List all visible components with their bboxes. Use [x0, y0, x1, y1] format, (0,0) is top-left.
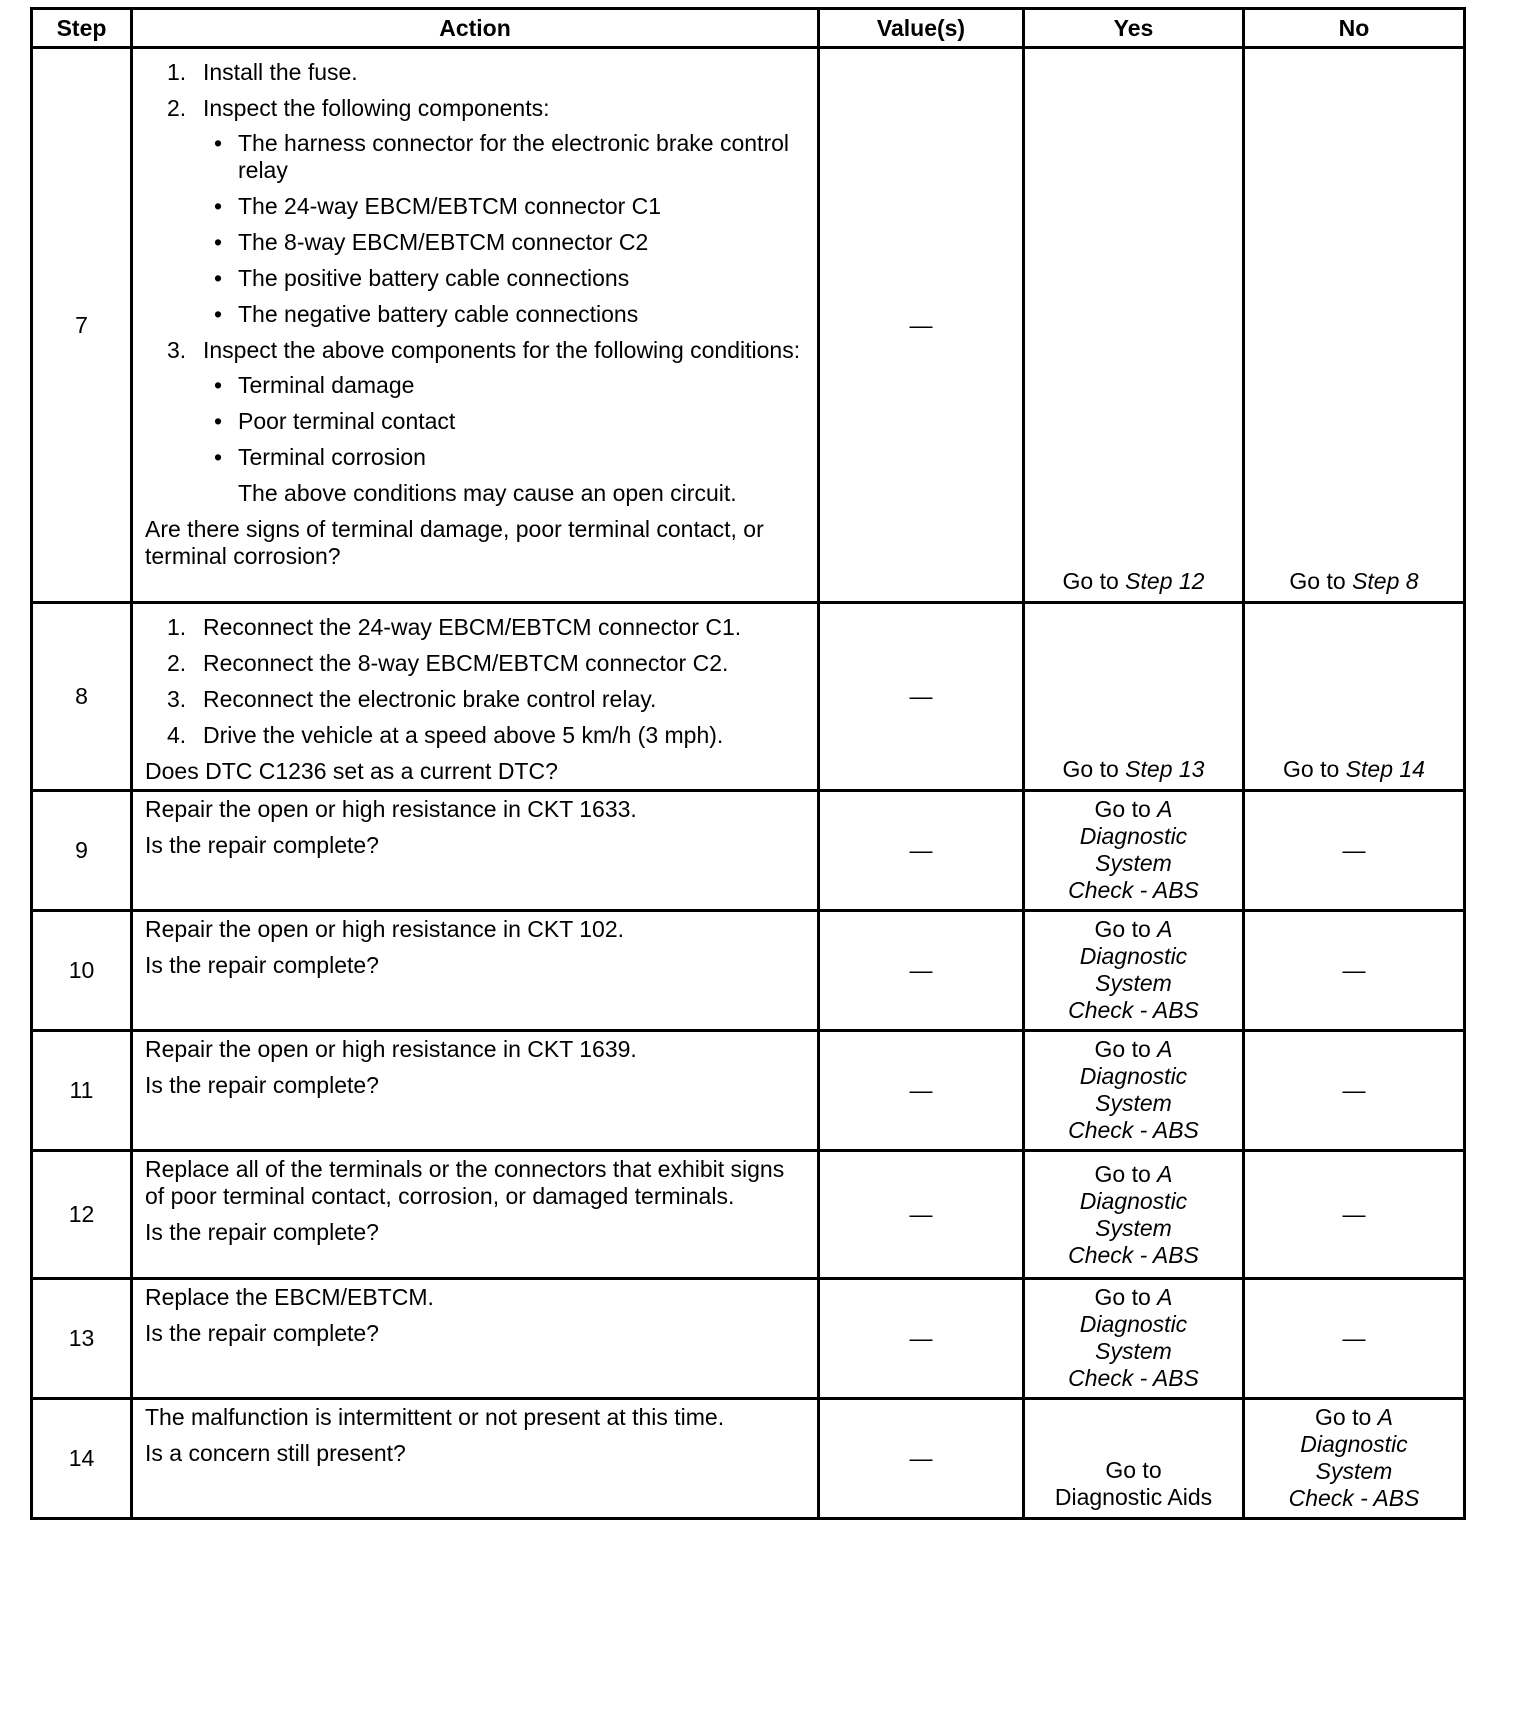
yes-cell: Go to Step 13	[1024, 603, 1244, 791]
table-row-step-13	[32, 1279, 1465, 1399]
yes-cell[interactable]: Go to A Diagnostic System Check - ABS	[1024, 791, 1244, 911]
table-row-step-9	[32, 791, 1465, 911]
action-cell	[132, 1031, 819, 1151]
action-cell	[132, 1151, 819, 1279]
bullet-item: • The 8-way EBCM/EBTCM connector C2	[214, 229, 649, 255]
question-text: Are there signs of terminal damage, poor terminal contact, or terminal corrosion?	[145, 516, 764, 569]
table-row-step-7	[32, 48, 1465, 603]
header-values: Value(s)	[819, 9, 1024, 48]
step-number: 7	[32, 48, 132, 603]
step-number: 8	[32, 603, 132, 791]
value-cell: —	[819, 911, 1024, 1031]
list-item: 1. Reconnect the 24-way EBCM/EBTCM connector C1.	[167, 614, 742, 640]
question-text: Is the repair complete?	[145, 1219, 379, 1245]
no-target-link[interactable]: Step 14	[1345, 756, 1425, 782]
step-number: 11	[32, 1031, 132, 1151]
yes-target-link[interactable]: Step 12	[1125, 568, 1205, 594]
action-text: Replace the EBCM/EBTCM.	[145, 1284, 434, 1310]
list-item: 1. Install the fuse.	[167, 59, 358, 85]
action-cell	[132, 48, 819, 603]
table-row-step-10	[32, 911, 1465, 1031]
step-number: 12	[32, 1151, 132, 1279]
yes-cell: Go to Step 12	[1024, 48, 1244, 603]
action-cell	[132, 1399, 819, 1519]
value-cell: —	[819, 1279, 1024, 1399]
action-text: Repair the open or high resistance in CKT 102.	[145, 916, 625, 942]
value-cell: —	[819, 1031, 1024, 1151]
value-cell: —	[819, 603, 1024, 791]
step-number: 9	[32, 791, 132, 911]
item-text: Install the fuse.	[203, 59, 358, 85]
value-cell: —	[819, 1399, 1024, 1519]
action-text: Repair the open or high resistance in CKT 1639.	[145, 1036, 637, 1062]
yes-cell[interactable]: Go to A Diagnostic System Check - ABS	[1024, 1279, 1244, 1399]
header-action: Action	[132, 9, 819, 48]
list-item: 2. Reconnect the 8-way EBCM/EBTCM connector C2.	[167, 650, 729, 676]
list-item: 3. Inspect the above components for the following conditions: • Terminal damage • Poor terminal contact • Terminal corrosion The above conditions may cause an open circuit.	[145, 337, 807, 507]
action-text: Repair the open or high resistance in CKT 1633.	[145, 796, 637, 822]
step-number: 10	[32, 911, 132, 1031]
value-cell: —	[819, 48, 1024, 603]
yes-cell[interactable]: Go to A Diagnostic System Check - ABS	[1024, 911, 1244, 1031]
diagnostic-table	[30, 7, 1466, 1520]
action-cell	[132, 911, 819, 1031]
no-cell: —	[1244, 1031, 1465, 1151]
value-cell: —	[819, 791, 1024, 911]
list-item: 4. Drive the vehicle at a speed above 5 km/h (3 mph).	[167, 722, 724, 748]
list-item: 2. Inspect the following components: • The harness connector for the electronic brake control relay • The 24-way EBCM/EBTCM connector C1 • The 8-way EBCM/EBTCM connector C2 • The positive battery cable connections • The negative battery cable connections	[145, 95, 807, 328]
action-cell	[132, 1279, 819, 1399]
action-text: The malfunction is intermittent or not present at this time.	[145, 1404, 725, 1430]
header-no: No	[1244, 9, 1465, 48]
action-text: Replace all of the terminals or the connectors that exhibit signs of poor terminal contact, corrosion, or damaged terminals.	[145, 1156, 785, 1209]
table-row-step-12	[32, 1151, 1465, 1279]
item-text: Inspect the following components:	[203, 95, 550, 121]
no-cell: Go to Step 8	[1244, 48, 1465, 603]
no-target-link[interactable]: Step 8	[1352, 568, 1419, 594]
bullet-item: • The harness connector for the electronic brake control relay	[214, 130, 790, 183]
list-item: 3. Reconnect the electronic brake control relay.	[167, 686, 657, 712]
question-text: Is the repair complete?	[145, 832, 379, 858]
no-cell: Go to Step 14	[1244, 603, 1465, 791]
action-cell	[132, 791, 819, 911]
header-row	[32, 9, 1465, 48]
no-cell: —	[1244, 911, 1465, 1031]
question-text: Is a concern still present?	[145, 1440, 406, 1466]
yes-cell[interactable]: Go to A Diagnostic System Check - ABS	[1024, 1151, 1244, 1279]
question-text: Is the repair complete?	[145, 1072, 379, 1098]
bullet-item: • The 24-way EBCM/EBTCM connector C1	[214, 193, 662, 219]
question-text: Is the repair complete?	[145, 952, 379, 978]
table-row-step-11	[32, 1031, 1465, 1151]
action-cell	[132, 603, 819, 791]
no-cell: —	[1244, 1279, 1465, 1399]
question-text: Does DTC C1236 set as a current DTC?	[145, 758, 558, 784]
step-number: 13	[32, 1279, 132, 1399]
yes-cell[interactable]: Go to A Diagnostic System Check - ABS	[1024, 1031, 1244, 1151]
step-number: 14	[32, 1399, 132, 1519]
table-row-step-14	[32, 1399, 1465, 1519]
no-cell: —	[1244, 791, 1465, 911]
bullet-item: • The positive battery cable connections	[214, 265, 630, 291]
yes-cell[interactable]: Go to Diagnostic Aids	[1024, 1399, 1244, 1519]
value-cell: —	[819, 1151, 1024, 1279]
item-text: Inspect the above components for the following conditions:	[203, 337, 801, 363]
header-yes: Yes	[1024, 9, 1244, 48]
bullet-item: • Terminal damage	[214, 372, 415, 398]
question-text: Is the repair complete?	[145, 1320, 379, 1346]
bullet-item: • The negative battery cable connections	[214, 301, 639, 327]
note-text: The above conditions may cause an open circuit.	[238, 480, 737, 506]
table-row-step-8	[32, 603, 1465, 791]
no-cell: —	[1244, 1151, 1465, 1279]
bullet-item: • Terminal corrosion	[214, 444, 426, 470]
yes-target-link[interactable]: Step 13	[1125, 756, 1205, 782]
no-cell[interactable]: Go to A Diagnostic System Check - ABS	[1244, 1399, 1465, 1519]
bullet-item: • Poor terminal contact	[214, 408, 456, 434]
header-step: Step	[32, 9, 132, 48]
